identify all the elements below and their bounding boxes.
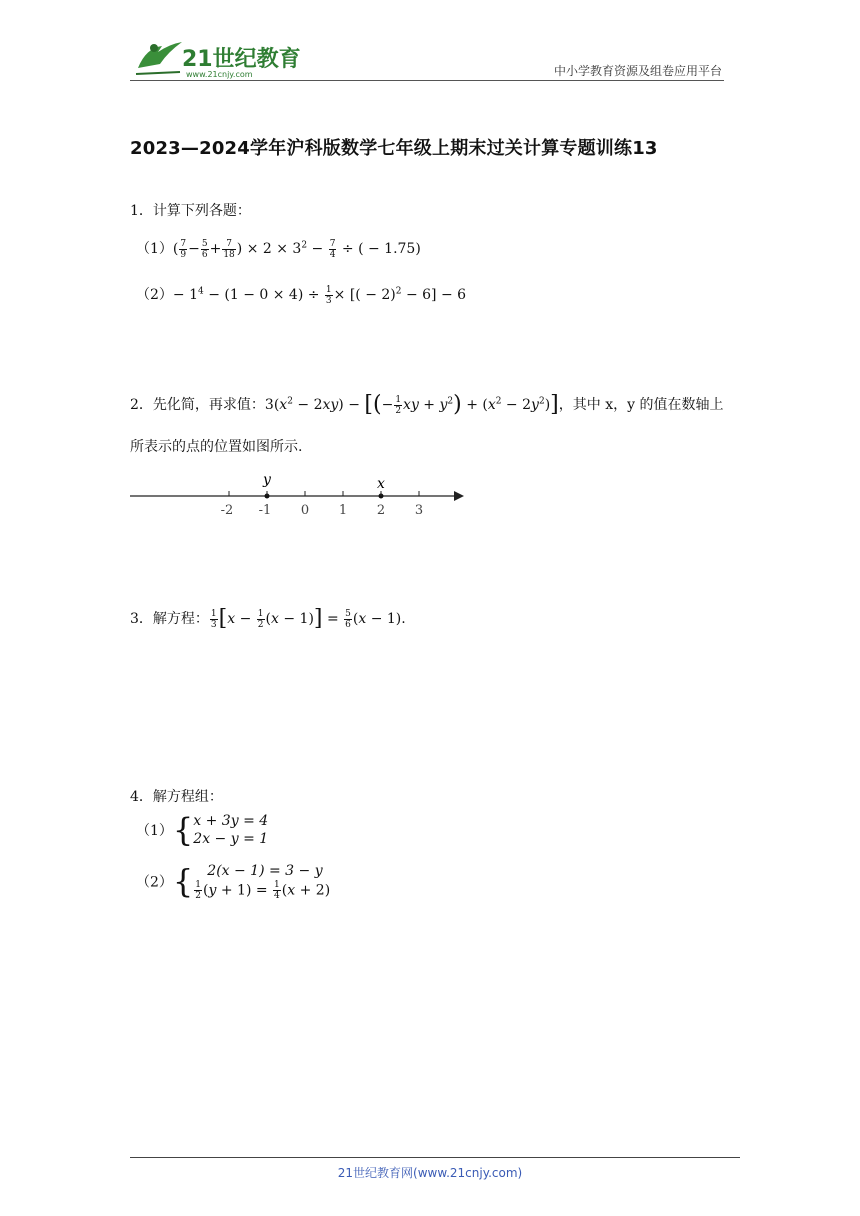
part-label: （1） <box>136 823 173 839</box>
tick-label: 2 <box>376 503 386 518</box>
question-2: 2．先化简，再求值：$3(x^2 - 2xy)$ − [(− $\frac{1}{2}$ xy + $y^2) + (x^2 - 2y^2)$]，其中 x，y 的值在数轴上 <box>130 392 724 417</box>
question-3-label: 3．解方程： <box>130 611 209 627</box>
question-2-label: 2．先化简，再求值： <box>130 397 265 413</box>
system-1-eq-1: x + 3y = 4 <box>193 813 269 829</box>
tick-label: 1 <box>338 503 348 518</box>
tick-labels <box>221 491 423 518</box>
tick-label: -2 <box>220 503 234 518</box>
question-1-part-2: $(2)- 1^4 - (1 - 0 \times 4)$ ÷ $\frac{1}{3}$ × [( − 2)$^2$ − 6] − 6 <box>136 284 467 306</box>
footer-text: 21世纪教育网(www.21cnjy.com) <box>337 1166 523 1180</box>
system-2-eq-1: 2(x − 1) = 3 − y <box>207 863 323 879</box>
site-logo <box>132 38 307 80</box>
point-y-label: y <box>263 472 271 488</box>
header-divider <box>130 80 724 81</box>
svg-text:www.21cnjy.com: www.21cnjy.com <box>186 70 253 79</box>
page-title: 2023—2024学年沪科版数学七年级上期末过关计算专题训练13 <box>130 138 658 159</box>
question-2-line-2: 所表示的点的位置如图所示. <box>130 439 303 455</box>
question-2-tail: ，其中 x，y 的值在数轴上 <box>558 397 724 413</box>
part-label: （2） <box>136 874 173 891</box>
part-label: （2） <box>136 287 173 303</box>
tick-label: 0 <box>300 503 310 518</box>
question-4-label: 4．解方程组： <box>130 789 223 805</box>
system-1-eq-2: 2x − y = 1 <box>193 831 269 847</box>
number-line <box>128 470 468 526</box>
point-x-label: x <box>377 476 385 492</box>
question-1-part-1: （1）( $\frac{7}{9}$ − $\frac{5}{6}$ + $\frac{7}{18}$ ) × $2 \times 3^2$ − $\frac{7}{4}$ ÷ ( − 1.75) <box>136 238 421 260</box>
tick-label: 3 <box>414 503 424 518</box>
svg-text:21世纪教育: 21世纪教育 <box>182 47 301 72</box>
question-4-part-1: （1）{ x + 3y = 4 2x − y = 1 <box>136 811 269 849</box>
footer-divider <box>130 1157 740 1158</box>
question-1-label: 1．计算下列各题： <box>130 203 251 219</box>
system-2-eq-2: $\frac{1}{2}$ (y + 1) = $\frac{1}{4}$ (x + 2) <box>195 880 331 901</box>
question-3: 3．解方程： $\frac{1}{3}$ [x − $\frac{1}{2}$ (x − 1)] = $\frac{5}{6}$ (x − 1). <box>130 606 406 631</box>
part-label: （1） <box>136 241 173 257</box>
tick-label: -1 <box>258 503 272 518</box>
question-4-part-2: （2）{ 2(x − 1) = 3 − y $\frac{1}{2}$ (y + 1) = $\frac{1}{4}$ (x + 2) <box>136 862 331 901</box>
header-platform-text: 中小学教育资源及组卷应用平台 <box>553 64 722 78</box>
